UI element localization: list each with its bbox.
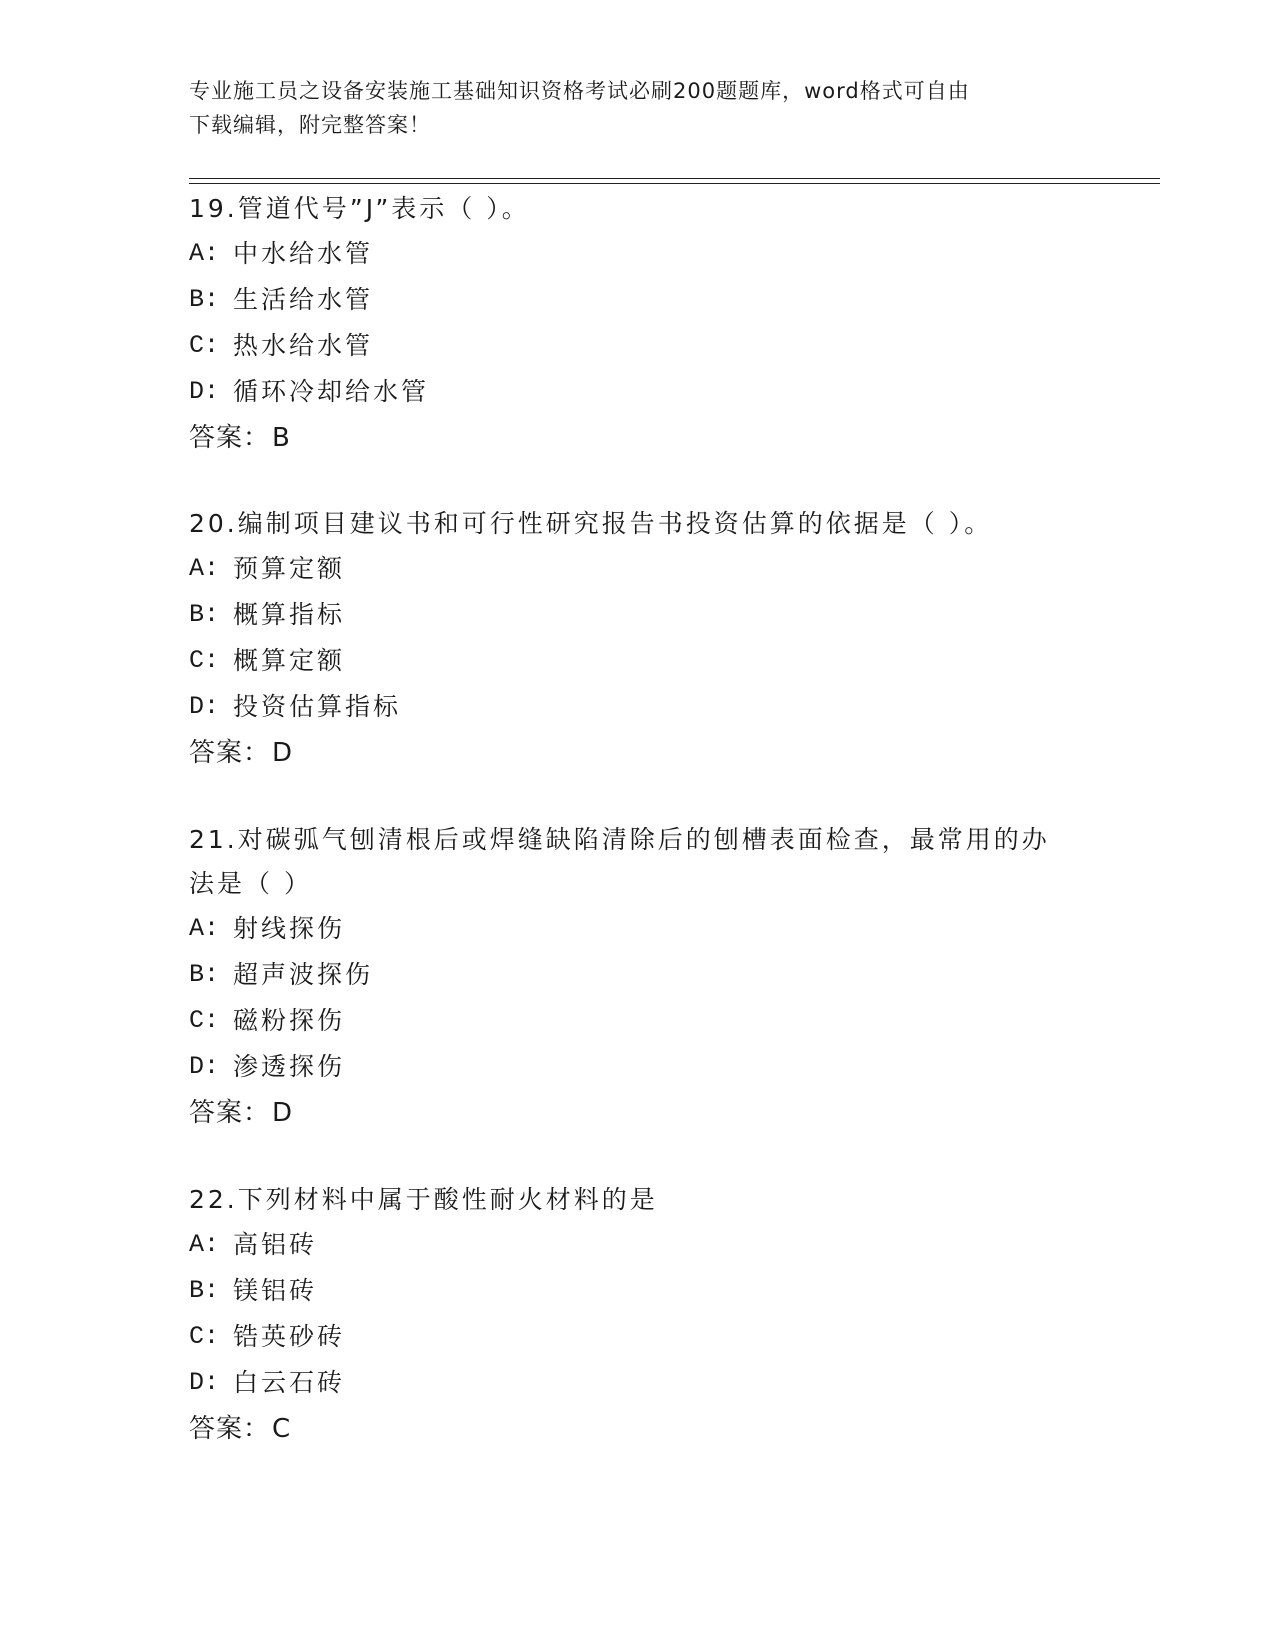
option-letter: C: (189, 1006, 220, 1035)
option-c (189, 323, 1089, 369)
option-c (189, 1314, 1089, 1360)
intro-line-2: 下载编辑，附完整答案！ (189, 113, 431, 137)
option-b (189, 592, 1089, 638)
option-text: 循环冷却给水管 (233, 377, 430, 406)
header-divider-top (189, 178, 1160, 179)
option-letter: D: (189, 692, 220, 721)
option-a (189, 1222, 1089, 1268)
answer-line (189, 1406, 1089, 1452)
option-letter: B: (189, 1276, 220, 1305)
question-21 (189, 818, 1089, 1136)
option-letter: A: (189, 554, 220, 583)
question-stem: 21.对碳弧气刨清根后或焊缝缺陷清除后的刨槽表面检查，最常用的办 (189, 825, 1050, 854)
option-d (189, 1360, 1089, 1406)
option-letter: C: (189, 1322, 220, 1351)
option-text: 热水给水管 (233, 331, 374, 360)
option-d (189, 684, 1089, 730)
answer-value: B (272, 423, 291, 453)
question-20 (189, 502, 1089, 776)
answer-value: D (272, 738, 294, 768)
option-text: 预算定额 (233, 554, 346, 583)
question-stem: 20.编制项目建议书和可行性研究报告书投资估算的依据是（ ）。 (189, 509, 993, 538)
option-b (189, 277, 1089, 323)
option-c (189, 638, 1089, 684)
intro-line-1: 专业施工员之设备安装施工基础知识资格考试必刷200题题库，word格式可自由 (189, 79, 970, 103)
option-d (189, 1044, 1089, 1090)
option-letter: A: (189, 239, 220, 268)
answer-line (189, 1090, 1089, 1136)
answer-label: 答案： (189, 738, 271, 768)
option-text: 高铝砖 (233, 1230, 318, 1259)
question-stem: 22.下列材料中属于酸性耐火材料的是 (189, 1185, 658, 1214)
option-text: 磁粉探伤 (233, 1006, 346, 1035)
answer-value: D (272, 1098, 294, 1128)
option-a (189, 546, 1089, 592)
option-c (189, 998, 1089, 1044)
option-text: 概算指标 (233, 600, 346, 629)
option-text: 射线探伤 (233, 914, 346, 943)
option-letter: A: (189, 914, 220, 943)
question-22 (189, 1178, 1089, 1452)
option-d (189, 369, 1089, 415)
option-b (189, 1268, 1089, 1314)
question-19 (189, 187, 1089, 461)
option-letter: B: (189, 960, 220, 989)
option-letter: C: (189, 331, 220, 360)
option-text: 锆英砂砖 (233, 1322, 346, 1351)
option-letter: D: (189, 1052, 220, 1081)
answer-label: 答案： (189, 1414, 271, 1444)
question-stem-continued: 法是（ ） (189, 869, 312, 898)
option-a (189, 906, 1089, 952)
option-b (189, 952, 1089, 998)
option-text: 超声波探伤 (233, 960, 374, 989)
option-text: 渗透探伤 (233, 1052, 346, 1081)
header-divider-bottom (189, 183, 1160, 184)
answer-label: 答案： (189, 423, 271, 453)
question-stem: 19.管道代号”J”表示（ ）。 (189, 194, 530, 223)
document-intro (189, 74, 1089, 142)
option-letter: B: (189, 285, 220, 314)
option-text: 概算定额 (233, 646, 346, 675)
option-text: 白云石砖 (233, 1368, 346, 1397)
option-text: 镁铝砖 (233, 1276, 318, 1305)
answer-line (189, 415, 1089, 461)
option-letter: A: (189, 1230, 220, 1259)
option-text: 生活给水管 (233, 285, 374, 314)
option-letter: D: (189, 377, 220, 406)
answer-value: C (272, 1414, 292, 1444)
option-text: 中水给水管 (233, 239, 374, 268)
option-a (189, 231, 1089, 277)
option-text: 投资估算指标 (233, 692, 402, 721)
answer-line (189, 730, 1089, 776)
option-letter: D: (189, 1368, 220, 1397)
option-letter: B: (189, 600, 220, 629)
option-letter: C: (189, 646, 220, 675)
answer-label: 答案： (189, 1098, 271, 1128)
